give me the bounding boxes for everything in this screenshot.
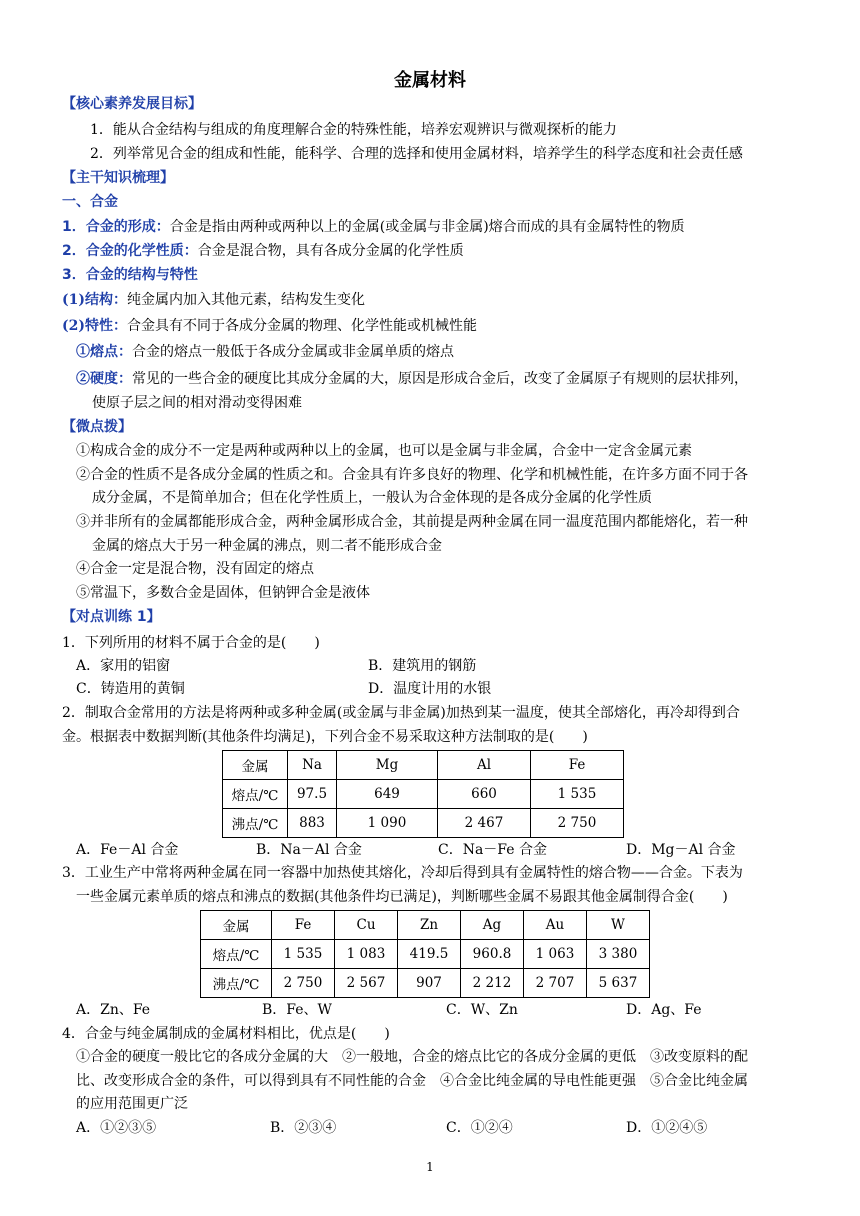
table-cell: 1 090 [337, 809, 438, 838]
heading-alloy: 一、合金 [62, 194, 118, 210]
goal-2: 2．列举常见合金的组成和性能，能科学、合理的选择和使用金属材料，培养学生的科学态度和社会责任感 [90, 146, 743, 162]
q1-option-b: B．建筑用的钢筋 [368, 658, 477, 674]
table-cell: 1 535 [272, 940, 335, 969]
tip-2-line-2: 成分金属，不是简单加合；但在化学性质上，一般认为合金体现的是各成分金属的化学性质 [92, 490, 652, 506]
question-4-line-1: ①合金的硬度一般比它的各成分金属的大 ②一般地，合金的熔点比它的各成分金属的更低 ③改变原料的配 [76, 1049, 748, 1065]
table-cell: 1 535 [531, 780, 624, 809]
question-3-line-2: 一些金属元素单质的熔点和沸点的数据(其他条件均已满足)，判断哪些金属不易跟其他金属制得合金( ) [76, 889, 728, 905]
point-3-head: 3．合金的结构与特性 [62, 267, 198, 283]
table-row [223, 751, 624, 780]
question-4-line-2: 比、改变形成合金的条件，可以得到具有不同性能的合金 ④合金比纯金属的导电性能更强 ⑤合金比纯金属 [76, 1073, 748, 1089]
question-1: 1．下列所用的材料不属于合金的是( ) [62, 635, 320, 651]
point-3b-body: 合金具有不同于各成分金属的物理、化学性能或机械性能 [127, 318, 477, 334]
table-cell: 2 212 [461, 969, 524, 998]
table-cell: Ag [461, 911, 524, 940]
q3-option-b: B．Fe、W [262, 1002, 332, 1018]
point-3a-head: (1)结构： [62, 292, 127, 308]
q2-option-b: B．Na－Al 合金 [256, 842, 362, 858]
section-goals-heading: 【核心素养发展目标】 [62, 96, 202, 112]
point-3a [62, 290, 365, 310]
table-cell: 97.5 [288, 780, 337, 809]
table-cell: Na [288, 751, 337, 780]
q1-option-a: A．家用的铝窗 [76, 658, 171, 674]
table-cell: 2 750 [531, 809, 624, 838]
point-1-body: 合金是指由两种或两种以上的金属(或金属与非金属)熔合而成的具有金属特性的物质 [169, 219, 685, 235]
tip-1: ①构成合金的成分不一定是两种或两种以上的金属，也可以是金属与非金属，合金中一定含金属元素 [76, 443, 692, 459]
q1-option-c: C．铸造用的黄铜 [76, 681, 185, 697]
question-2-line-2: 金。根据表中数据判断(其他条件均满足)，下列合金不易采取这种方法制取的是( ) [62, 729, 588, 745]
table-cell: 熔点/℃ [201, 940, 272, 969]
table-cell: 沸点/℃ [201, 969, 272, 998]
table-cell: W [587, 911, 650, 940]
table-cell: 960.8 [461, 940, 524, 969]
point-3b-head: (2)特性： [62, 318, 127, 334]
table-cell: 419.5 [398, 940, 461, 969]
point-3a-body: 纯金属内加入其他元素，结构发生变化 [127, 292, 365, 308]
table-cell: 金属 [201, 911, 272, 940]
table-cell: Fe [531, 751, 624, 780]
point-3b1 [76, 342, 454, 362]
table-row [201, 940, 650, 969]
table-cell: 2 567 [335, 969, 398, 998]
table-cell: 1 083 [335, 940, 398, 969]
table-cell: 649 [337, 780, 438, 809]
table-cell: Cu [335, 911, 398, 940]
table-cell: 1 063 [524, 940, 587, 969]
point-3b [62, 316, 477, 336]
question-4: 4．合金与纯金属制成的金属材料相比，优点是( ) [62, 1026, 390, 1042]
table-cell: 3 380 [587, 940, 650, 969]
q4-option-b: B．②③④ [270, 1120, 337, 1136]
q2-option-a: A．Fe－Al 合金 [76, 842, 179, 858]
table-cell: Mg [337, 751, 438, 780]
goal-1: 1．能从合金结构与组成的角度理解合金的特殊性能，培养宏观辨识与微观探析的能力 [90, 122, 617, 138]
q3-option-d: D．Ag、Fe [626, 1002, 702, 1018]
table-melting-boiling-1 [222, 750, 624, 838]
point-2 [62, 241, 464, 261]
q2-option-d: D．Mg－Al 合金 [626, 842, 736, 858]
question-3-line-1: 3．工业生产中常将两种金属在同一容器中加热使其熔化，冷却后得到具有金属特性的熔合物——合金。下表为 [62, 865, 743, 881]
table-cell: 660 [438, 780, 531, 809]
table-row [201, 969, 650, 998]
tip-5: ⑤常温下，多数合金是固体，但钠钾合金是液体 [76, 585, 370, 601]
point-3b2-body-2: 使原子层之间的相对滑动变得困难 [92, 395, 302, 411]
point-2-body: 合金是混合物，具有各成分金属的化学性质 [197, 243, 464, 259]
table-cell: Al [438, 751, 531, 780]
table-cell: 883 [288, 809, 337, 838]
table-cell: Au [524, 911, 587, 940]
table-cell: Zn [398, 911, 461, 940]
table-cell: 2 707 [524, 969, 587, 998]
section-knowledge-heading: 【主干知识梳理】 [62, 170, 174, 186]
table-cell: 2 467 [438, 809, 531, 838]
table-cell: 2 750 [272, 969, 335, 998]
table-cell: 沸点/℃ [223, 809, 288, 838]
table-cell: 907 [398, 969, 461, 998]
tip-2-line-1: ②合金的性质不是各成分金属的性质之和。合金具有许多良好的物理、化学和机械性能，在许多方面不同于各 [76, 467, 748, 483]
tip-3-line-2: 金属的熔点大于另一种金属的沸点，则二者不能形成合金 [92, 538, 442, 554]
point-3b1-body: 合金的熔点一般低于各成分金属或非金属单质的熔点 [132, 344, 454, 360]
table-cell: Fe [272, 911, 335, 940]
point-3b2 [76, 369, 748, 389]
point-2-head: 2．合金的化学性质： [62, 243, 198, 259]
page-title: 金属材料 [394, 70, 466, 91]
point-3b2-head: ②硬度： [76, 371, 132, 387]
point-1-head: 1．合金的形成： [62, 219, 170, 235]
table-row [223, 809, 624, 838]
table-row [223, 780, 624, 809]
question-4-line-3: 的应用范围更广泛 [76, 1096, 188, 1112]
q2-option-c: C．Na－Fe 合金 [438, 842, 547, 858]
q3-option-a: A．Zn、Fe [76, 1002, 151, 1018]
table-cell: 熔点/℃ [223, 780, 288, 809]
tip-4: ④合金一定是混合物，没有固定的熔点 [76, 561, 314, 577]
q4-option-c: C．①②④ [446, 1120, 513, 1136]
table-cell: 5 637 [587, 969, 650, 998]
section-tips-heading: 【微点拨】 [62, 419, 132, 435]
section-training-heading: 【对点训练 1】 [62, 609, 161, 625]
q4-option-d: D．①②④⑤ [626, 1120, 708, 1136]
point-3b1-head: ①熔点： [76, 344, 132, 360]
question-2-line-1: 2．制取合金常用的方法是将两种或多种金属(或金属与非金属)加热到某一温度，使其全部熔化，再冷却得到合 [62, 705, 740, 721]
table-row [201, 911, 650, 940]
q1-option-d: D．温度计用的水银 [368, 681, 492, 697]
point-3b2-body-1: 常见的一些合金的硬度比其成分金属的大，原因是形成合金后，改变了金属原子有规则的层状排列， [132, 371, 748, 387]
q3-option-c: C．W、Zn [446, 1002, 518, 1018]
page-number: 1 [426, 1160, 434, 1174]
q4-option-a: A．①②③⑤ [76, 1120, 157, 1136]
point-1 [62, 217, 685, 237]
table-cell: 金属 [223, 751, 288, 780]
tip-3-line-1: ③并非所有的金属都能形成合金，两种金属形成合金，其前提是两种金属在同一温度范围内都能熔化，若一种 [76, 514, 748, 530]
table-melting-boiling-2 [200, 910, 650, 998]
